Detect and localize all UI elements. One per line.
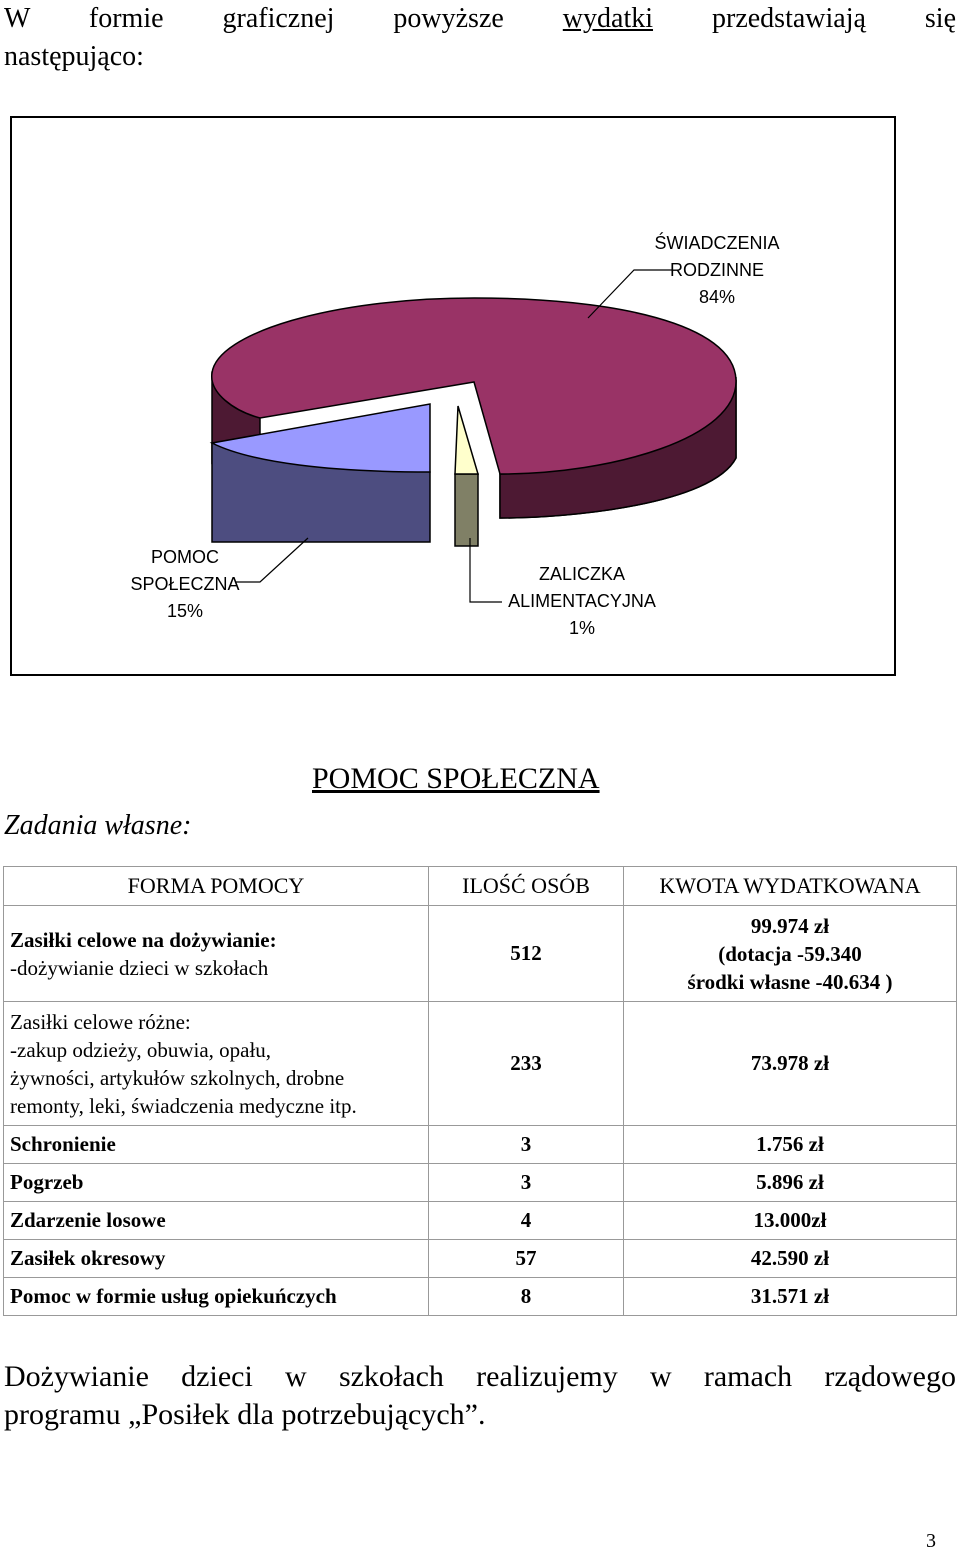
table-row xyxy=(4,1002,957,1126)
label-swiadczenia-l1: ŚWIADCZENIA xyxy=(654,233,780,253)
row-kwota: 13.000zł xyxy=(624,1202,957,1240)
label-swiadczenia-l2: RODZINNE xyxy=(670,260,764,280)
intro-line-2: następująco: xyxy=(4,41,144,72)
label-zaliczka xyxy=(492,561,672,642)
row-ilosc: 3 xyxy=(429,1164,624,1202)
aid-table xyxy=(3,866,957,1316)
header-kwota: KWOTA WYDATKOWANA xyxy=(624,867,957,906)
intro-text-2: przedstawiają się xyxy=(712,3,957,34)
outro-line-1: Dożywianie dzieci w szkołach realizujemy w ramach rządowego xyxy=(4,1360,956,1393)
zadania-label: Zadania własne: xyxy=(4,810,192,841)
section-heading: POMOC SPOŁECZNA xyxy=(312,762,600,795)
intro-text-1: W formie graficznej powyższe xyxy=(4,3,504,34)
row1-sub: -dożywianie dzieci w szkołach xyxy=(10,955,269,980)
label-zaliczka-l1: ZALICZKA xyxy=(538,564,626,584)
label-pomoc-l2: SPOŁECZNA xyxy=(130,574,240,594)
page-number: 3 xyxy=(926,1530,936,1552)
row2-sub-3: remonty, leki, świadczenia medyczne itp. xyxy=(10,1093,357,1118)
row-kwota: 42.590 zł xyxy=(624,1240,957,1278)
row-ilosc: 57 xyxy=(429,1240,624,1278)
row2-sub-1: -zakup odzieży, obuwia, opału, xyxy=(10,1037,272,1062)
table-row xyxy=(4,1202,957,1240)
table-row xyxy=(4,1164,957,1202)
table-row xyxy=(4,1240,957,1278)
label-pomoc xyxy=(110,544,260,625)
table-row xyxy=(4,1278,957,1316)
row-kwota: 5.896 zł xyxy=(624,1164,957,1202)
row1-kwota-1: 99.974 zł xyxy=(750,913,830,938)
row-ilosc: 4 xyxy=(429,1202,624,1240)
label-zaliczka-l2: ALIMENTACYJNA xyxy=(508,591,656,611)
row1-kwota-3: środki własne -40.634 ) xyxy=(687,969,893,994)
label-swiadczenia xyxy=(632,230,802,311)
row-ilosc: 3 xyxy=(429,1126,624,1164)
table-row xyxy=(4,906,957,1002)
label-zaliczka-pct: 1% xyxy=(568,618,595,638)
row-forma: Pomoc w formie usług opiekuńczych xyxy=(4,1278,429,1316)
intro-underlined-word: wydatki xyxy=(562,3,654,34)
pie-slice-zaliczka-side xyxy=(455,474,478,546)
pie-slice-zaliczka-top xyxy=(455,406,478,474)
table-header-row xyxy=(4,867,957,906)
row-forma: Zasiłek okresowy xyxy=(4,1240,429,1278)
row-ilosc: 8 xyxy=(429,1278,624,1316)
outro-line-2: programu „Posiłek dla potrzebujących”. xyxy=(4,1398,486,1431)
label-pomoc-pct: 15% xyxy=(166,601,204,621)
row2-kwota: 73.978 zł xyxy=(624,1002,957,1126)
row2-title: Zasiłki celowe różne: xyxy=(10,1009,191,1034)
label-swiadczenia-pct: 84% xyxy=(698,287,736,307)
row2-ilosc: 233 xyxy=(429,1002,624,1126)
row1-forma xyxy=(4,906,429,1002)
row-kwota: 31.571 zł xyxy=(624,1278,957,1316)
header-ilosc: ILOŚĆ OSÓB xyxy=(429,867,624,906)
row1-ilosc: 512 xyxy=(429,906,624,1002)
row2-forma xyxy=(4,1002,429,1126)
row1-kwota xyxy=(624,906,957,1002)
row-forma: Schronienie xyxy=(4,1126,429,1164)
row-forma: Zdarzenie losowe xyxy=(4,1202,429,1240)
pie-chart xyxy=(10,116,896,676)
row-kwota: 1.756 zł xyxy=(624,1126,957,1164)
row1-title: Zasiłki celowe na dożywianie: xyxy=(10,927,277,952)
label-pomoc-l1: POMOC xyxy=(150,547,219,567)
row-forma: Pogrzeb xyxy=(4,1164,429,1202)
outro-paragraph xyxy=(4,1358,956,1434)
header-forma: FORMA POMOCY xyxy=(4,867,429,906)
row2-sub-2: żywności, artykułów szkolnych, drobne xyxy=(10,1065,345,1090)
row1-kwota-2: (dotacja -59.340 xyxy=(718,941,862,966)
intro-line-1 xyxy=(4,0,956,38)
table-row xyxy=(4,1126,957,1164)
